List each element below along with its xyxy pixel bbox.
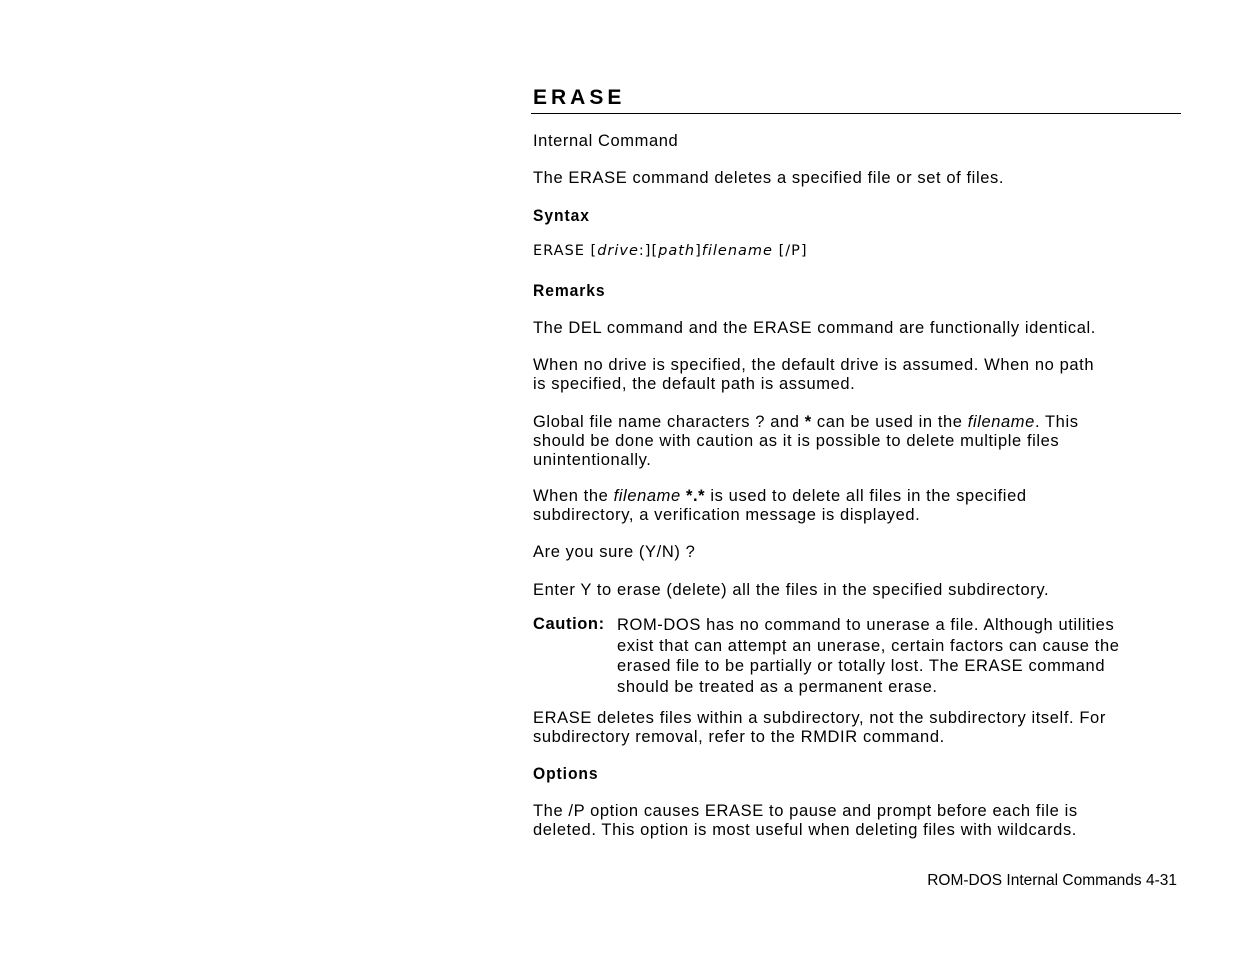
caution-line-2: exist that can attempt an unerase, certain factors can cause the bbox=[617, 636, 1120, 655]
remark-2-line-2: is specified, the default path is assumed. bbox=[533, 375, 856, 393]
options-line-1: The /P option causes ERASE to pause and prompt before each file is bbox=[533, 802, 1078, 820]
syntax-drive: drive bbox=[597, 243, 639, 259]
title-divider bbox=[531, 113, 1181, 114]
page-title: ERASE bbox=[533, 86, 626, 109]
remark-3-text-c: . This bbox=[1034, 413, 1079, 431]
remark-paragraph-5: Enter Y to erase (delete) all the files in the specified subdirectory. bbox=[533, 581, 1050, 599]
remarks-heading: Remarks bbox=[533, 281, 606, 300]
remark-7-line-2: subdirectory removal, refer to the RMDIR command. bbox=[533, 728, 945, 746]
syntax-line bbox=[533, 243, 808, 259]
remark-3-line-3: unintentionally. bbox=[533, 451, 652, 469]
command-summary: The ERASE command deletes a specified file or set of files. bbox=[533, 169, 1005, 187]
remark-4-wildcard: *.* bbox=[680, 487, 706, 505]
remark-paragraph-2 bbox=[533, 356, 1181, 394]
syntax-filename: filename bbox=[701, 243, 773, 259]
remark-4-filename: filename bbox=[613, 487, 681, 505]
caution-text bbox=[617, 615, 1181, 697]
remark-paragraph-1: The DEL command and the ERASE command are functionally identical. bbox=[533, 319, 1096, 337]
syntax-sep1: :][ bbox=[638, 243, 659, 259]
remark-3-line-2: should be done with caution as it is possible to delete multiple files bbox=[533, 432, 1060, 450]
caution-label: Caution: bbox=[533, 615, 605, 633]
syntax-sep2: ] bbox=[695, 243, 702, 259]
remark-3-text-a: Global file name characters ? and bbox=[533, 413, 805, 431]
caution-line-4: should be treated as a permanent erase. bbox=[617, 677, 938, 696]
syntax-heading: Syntax bbox=[533, 206, 590, 225]
verification-prompt: Are you sure (Y/N) ? bbox=[533, 543, 696, 561]
caution-line-3: erased file to be partially or totally lost. The ERASE command bbox=[617, 657, 1106, 675]
syntax-cmd: ERASE [ bbox=[533, 243, 598, 259]
caution-line-1: ROM-DOS has no command to unerase a file. Although utilities bbox=[617, 616, 1115, 634]
command-type: Internal Command bbox=[533, 132, 679, 150]
remark-4-text-b: is used to delete all files in the specified bbox=[705, 487, 1027, 505]
remark-7-line-1: ERASE deletes files within a subdirectory, not the subdirectory itself. For bbox=[533, 709, 1106, 727]
remark-3-filename: filename bbox=[967, 413, 1035, 431]
page-footer: ROM-DOS Internal Commands 4-31 bbox=[927, 872, 1177, 889]
options-line-2: deleted. This option is most useful when deleting files with wildcards. bbox=[533, 821, 1077, 839]
remark-4-text-a: When the bbox=[533, 487, 614, 505]
remark-2-line-1: When no drive is specified, the default drive is assumed. When no path bbox=[533, 356, 1095, 374]
remark-3-star: * bbox=[804, 413, 812, 431]
syntax-option: [/P] bbox=[772, 243, 808, 259]
syntax-path: path bbox=[658, 243, 696, 259]
remark-paragraph-3 bbox=[533, 413, 1181, 470]
remark-paragraph-4 bbox=[533, 487, 1181, 525]
remark-4-line-2: subdirectory, a verification message is displayed. bbox=[533, 506, 921, 524]
options-paragraph bbox=[533, 802, 1181, 840]
remark-paragraph-7 bbox=[533, 709, 1181, 747]
options-heading: Options bbox=[533, 764, 599, 783]
remark-3-text-b: can be used in the bbox=[811, 413, 968, 431]
